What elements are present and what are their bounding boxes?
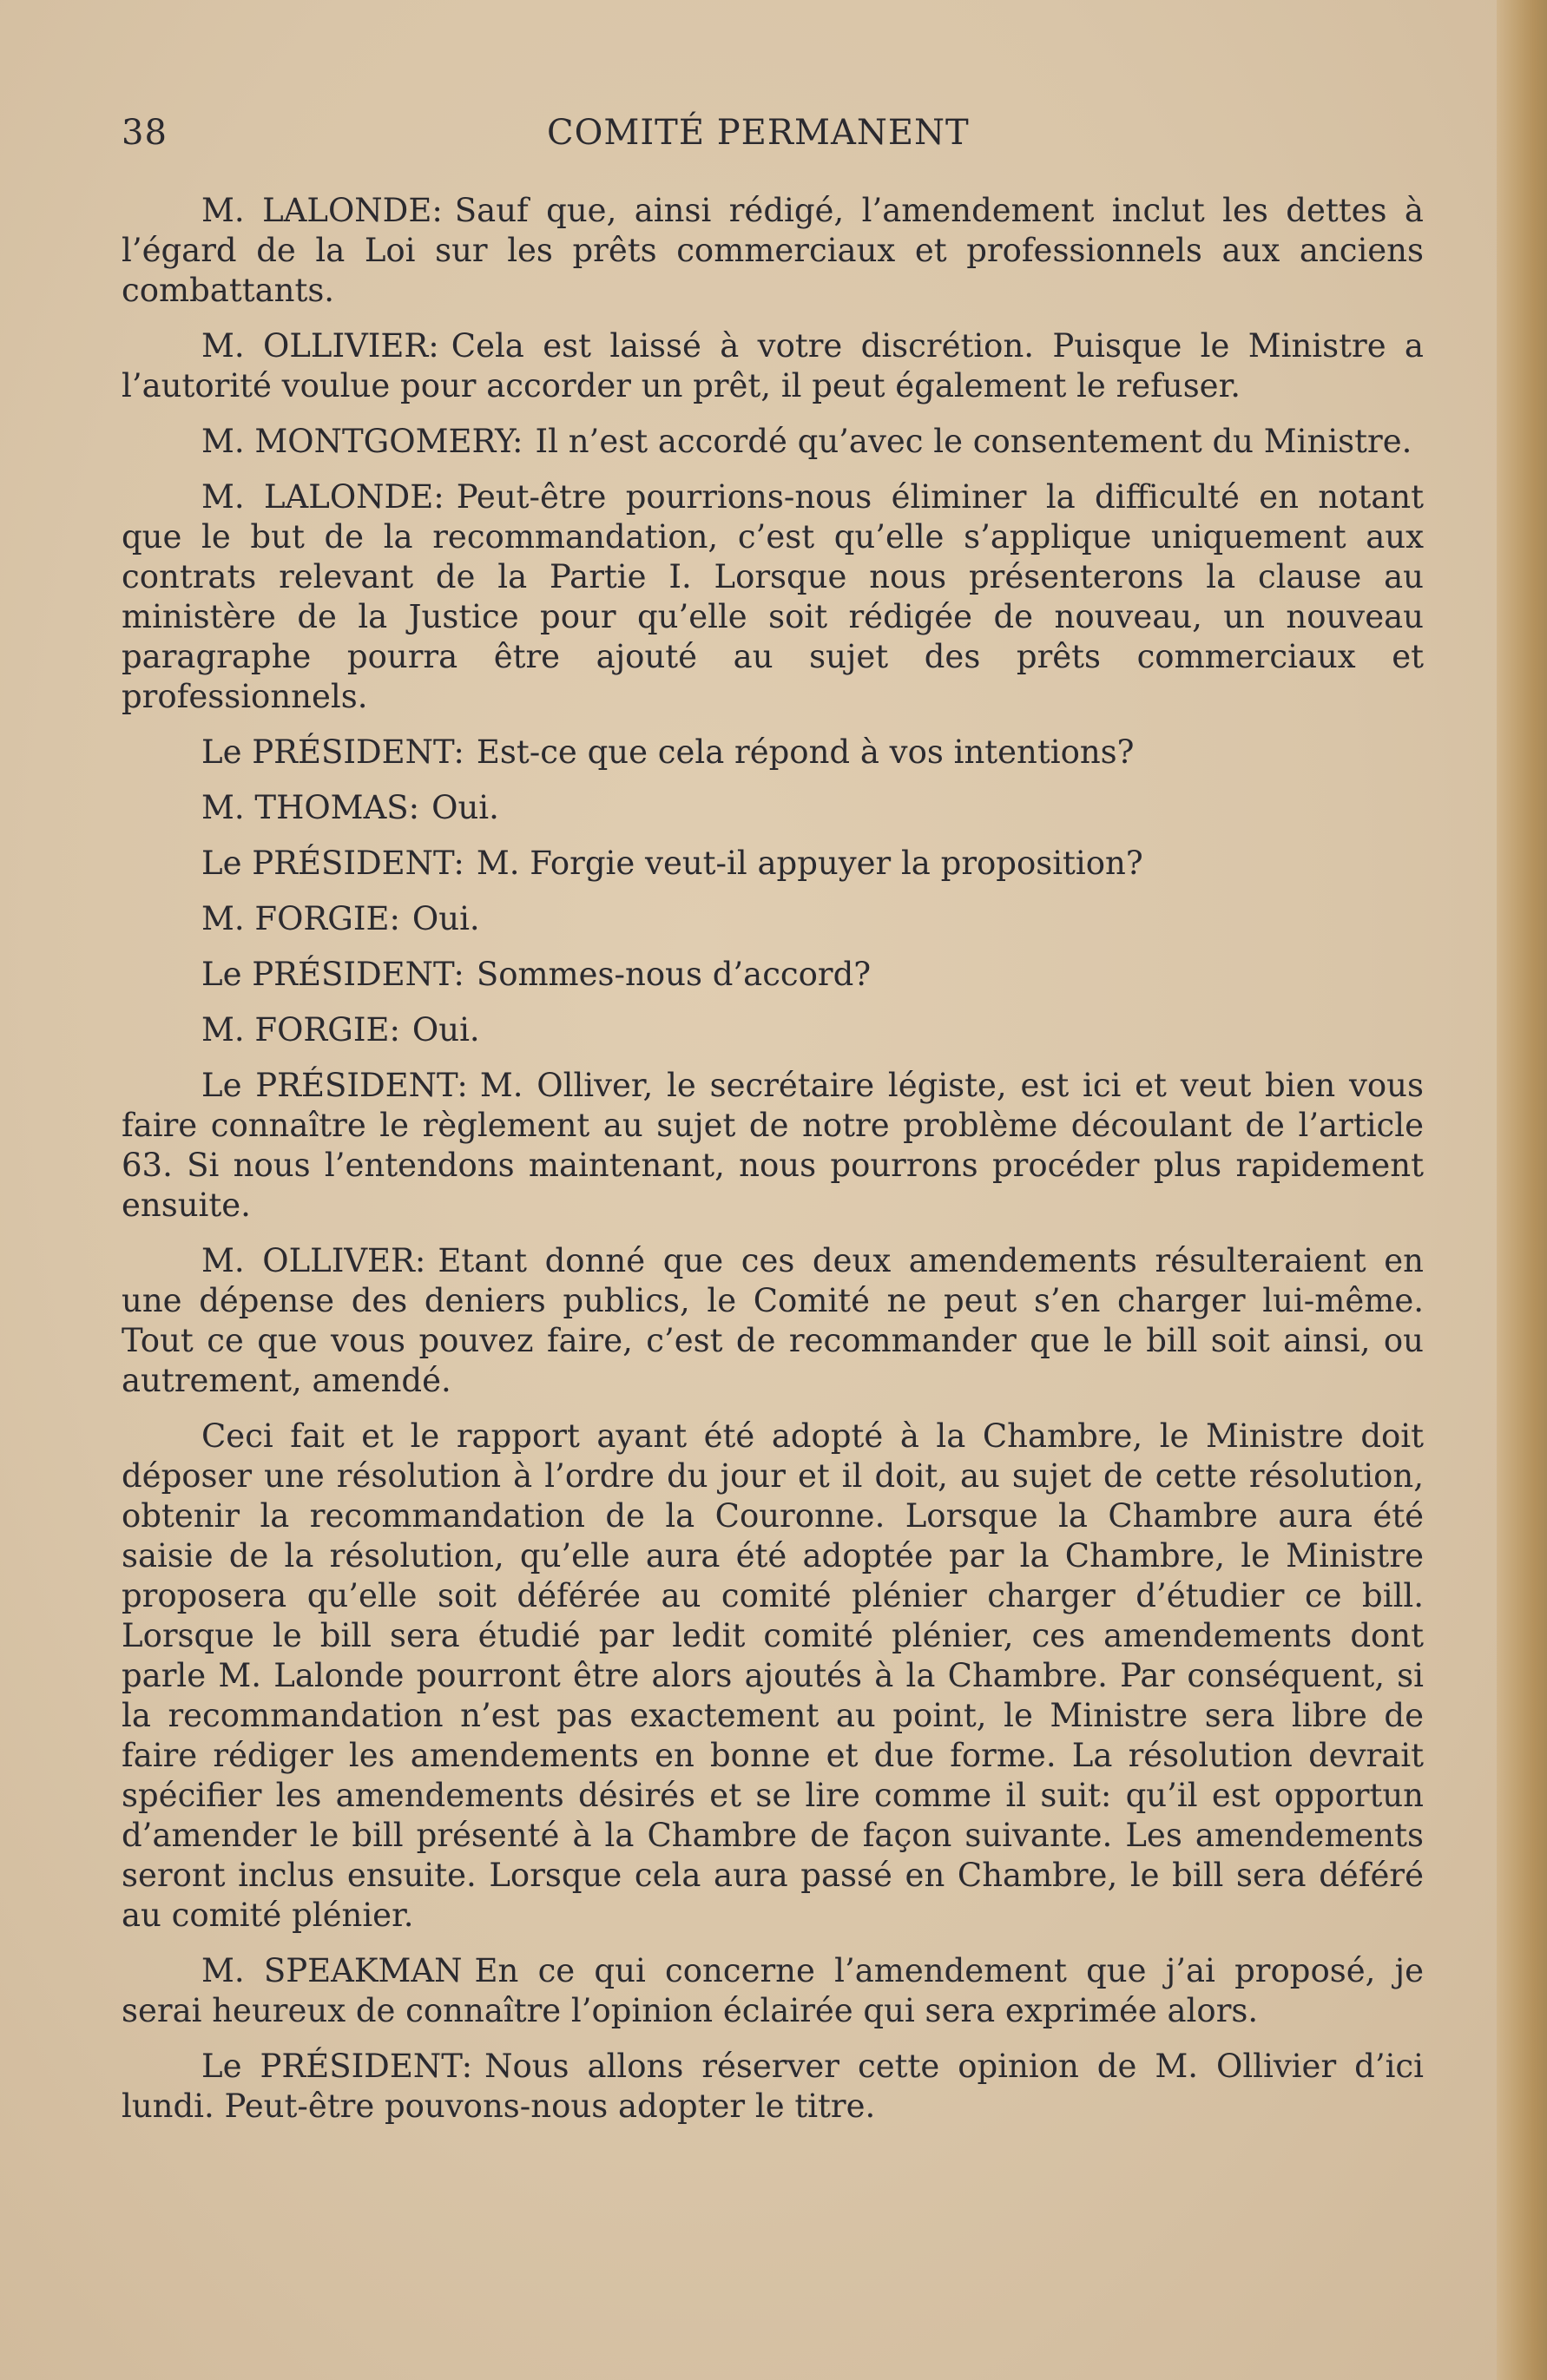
paragraph <box>122 1417 1424 1936</box>
running-title: COMITÉ PERMANENT <box>547 113 970 153</box>
paragraph-text: Cela est laissé à votre discrétion. Puisque le Ministre a l’autorité voulue pour accorder un prêt, il peut également le refuser. <box>122 327 1424 404</box>
paragraph <box>122 1951 1424 2031</box>
paragraph-text: Sommes-nous d’accord? <box>476 956 872 993</box>
paragraph-text: Oui. <box>411 900 480 937</box>
paragraph-text: M. Forgie veut-il appuyer la proposition? <box>476 845 1143 882</box>
paragraph-text: Il n’est accordé qu’avec le consentement du Ministre. <box>535 423 1412 460</box>
paragraph-text: Oui. <box>411 1011 480 1049</box>
speaker-name: M. FORGIE: <box>201 900 400 937</box>
paragraph-text: Peut-être pourrions-nous éliminer la difficulté en notant que le but de la recommandation, c’est qu’elle s’applique uniquement aux contrats relevant de la Partie I. Lorsque nous présenterons la clause au ministère de la Justice pour qu’elle soit rédigée de nouveau, un nouveau paragraphe pourra être ajouté au sujet des prêts commerciaux et professionnels. <box>122 478 1424 715</box>
speaker-name: Le PRÉSIDENT: <box>201 733 464 771</box>
paragraph-text: En ce qui concerne l’amendement que j’ai proposé, je serai heureux de connaître l’opinion éclairée qui sera exprimée alors. <box>122 1952 1424 2029</box>
speaker-name: M. MONTGOMERY: <box>201 423 523 460</box>
transcript-body <box>122 191 1424 2142</box>
speaker-name: M. FORGIE: <box>201 1011 400 1049</box>
paragraph-text: Etant donné que ces deux amendements résulteraient en une dépense des deniers publics, le Comité ne peut s’en charger lui-même. Tout ce que vous pouvez faire, c’est de recommander que le bill soit ainsi, ou autrement, amendé. <box>122 1242 1424 1399</box>
paragraph <box>122 844 1424 884</box>
speaker-name: Le PRÉSIDENT: <box>201 845 464 882</box>
paragraph <box>122 1241 1424 1401</box>
speaker-name: M. SPEAKMAN <box>201 1952 463 1989</box>
paragraph <box>122 733 1424 773</box>
speaker-name: M. THOMAS: <box>201 789 420 826</box>
paragraph <box>122 326 1424 406</box>
paragraph <box>122 1010 1424 1050</box>
paragraph-text: Sauf que, ainsi rédigé, l’amendement inclut les dettes à l’égard de la Loi sur les prêts commerciaux et professionnels aux anciens combattants. <box>122 192 1424 309</box>
paragraph <box>122 788 1424 828</box>
paragraph <box>122 899 1424 939</box>
page-header <box>122 113 1415 165</box>
speaker-name: Le PRÉSIDENT: <box>201 956 464 993</box>
paragraph <box>122 2047 1424 2127</box>
speaker-name: M. OLLIVER: <box>201 1242 426 1279</box>
paragraph <box>122 191 1424 311</box>
speaker-name: M. OLLIVIER: <box>201 327 439 365</box>
page-number: 38 <box>122 113 168 153</box>
speaker-name: Le PRÉSIDENT: <box>201 1067 468 1104</box>
paragraph-text: Ceci fait et le rapport ayant été adopté à la Chambre, le Ministre doit déposer une résolution à l’ordre du jour et il doit, au sujet de cette résolution, obtenir la recommandation de la Couronne. Lorsque la Chambre aura été saisie de la résolution, qu’elle aura été adoptée par la Chambre, le Ministre proposera qu’elle soit déférée au comité plénier charger d’étudier ce bill. Lorsque le bill sera étudié par ledit comité plénier, ces amendements dont parle M. Lalonde pourront être alors ajoutés à la Chambre. Par conséquent, si la recommandation n’est pas exactement au point, le Ministre sera libre de faire rédiger les amendements en bonne et due forme. La résolution devrait spécifier les amendements désirés et se lire comme il suit: qu’il est opportun d’amender le bill présenté à la Chambre de façon suivante. Les amendements seront inclus ensuite. Lorsque cela aura passé en Chambre, le bill sera déféré au comité plénier. <box>122 1417 1424 1934</box>
paragraph <box>122 477 1424 717</box>
paragraph <box>122 1066 1424 1226</box>
paragraph-text: M. Olliver, le secrétaire légiste, est ici et veut bien vous faire connaître le règlement au sujet de notre problème découlant de l’article 63. Si nous l’entendons maintenant, nous pourrons procéder plus rapidement ensuite. <box>122 1067 1424 1224</box>
paragraph-text: Nous allons réserver cette opinion de M. Ollivier d’ici lundi. Peut-être pouvons-nous adopter le titre. <box>122 2048 1424 2125</box>
paragraph <box>122 955 1424 995</box>
page-edge-shadow <box>1497 0 1547 2380</box>
paragraph-text: Est-ce que cela répond à vos intentions? <box>476 733 1135 771</box>
speaker-name: Le PRÉSIDENT: <box>201 2048 473 2085</box>
speaker-name: M. LALONDE: <box>201 192 443 229</box>
speaker-name: M. LALONDE: <box>201 478 444 516</box>
paragraph <box>122 422 1424 462</box>
paragraph-text: Oui. <box>431 789 499 826</box>
